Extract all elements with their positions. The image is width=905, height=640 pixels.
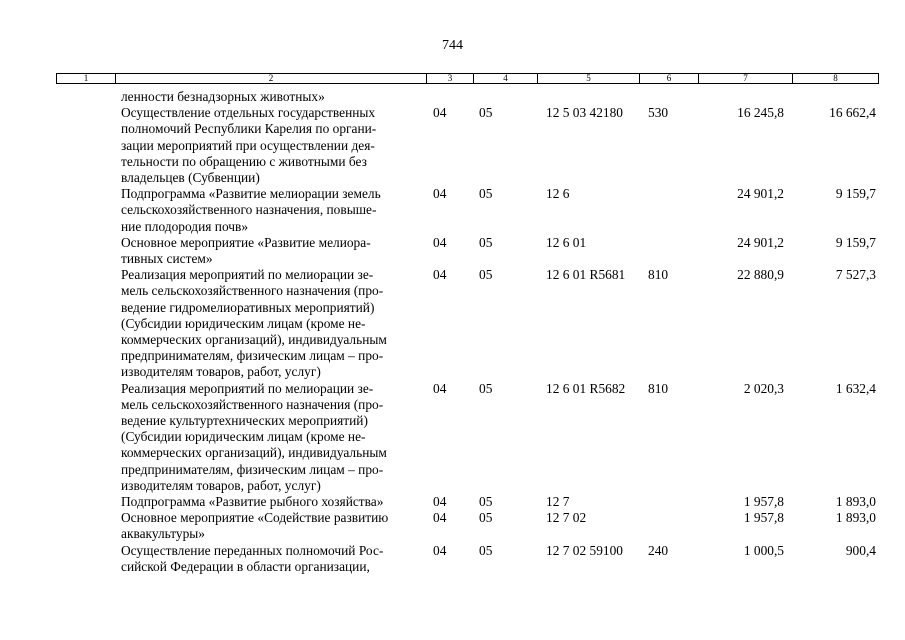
row-section: 04: [433, 510, 447, 526]
row-name-line: Осуществление переданных полномочий Рос-: [121, 542, 384, 558]
row-name-line: полномочий Республики Карелия по органи-: [121, 121, 377, 137]
row-subsection: 05: [479, 267, 493, 283]
row-name-line: тивных систем»: [121, 250, 213, 266]
row-name-line: коммерческих организаций), индивидуальным: [121, 445, 387, 461]
row-name: [121, 105, 426, 186]
row-amount-2: 1 632,4: [835, 380, 876, 396]
row-subsection: 05: [479, 493, 493, 509]
row-name-line: коммерческих организаций), индивидуальным: [121, 331, 387, 347]
table-row: [0, 105, 905, 186]
table-row: [0, 235, 905, 267]
row-subsection: 05: [479, 542, 493, 558]
row-expense-type: 530: [648, 105, 669, 121]
row-subsection: 05: [479, 380, 493, 396]
row-name-line: Основное мероприятие «Развитие мелиора-: [121, 234, 371, 250]
row-name: [121, 235, 426, 267]
row-name: [121, 186, 426, 235]
row-name-line: ведение культуртехнических мероприятий): [121, 412, 368, 428]
table-row: [0, 89, 905, 105]
row-amount-2: 1 893,0: [835, 510, 876, 526]
row-section: 04: [433, 493, 447, 509]
row-name-line: мель сельскохозяйственного назначения (про-: [121, 396, 384, 412]
row-section: 04: [433, 105, 447, 121]
row-expense-type: 810: [648, 267, 669, 283]
row-amount-1: 16 245,8: [737, 105, 784, 121]
row-name-line: аквакультуры»: [121, 526, 205, 542]
header-col-7: 7: [743, 73, 748, 83]
header-col-3: 3: [447, 73, 453, 83]
header-col-5: 5: [586, 73, 591, 83]
row-name: [121, 494, 426, 510]
row-name-line: мель сельскохозяйственного назначения (про-: [121, 283, 384, 299]
row-name: [121, 89, 426, 105]
row-name-line: Реализация мероприятий по мелиорации зе-: [121, 267, 374, 283]
row-name-line: ведение гидромелиоративных мероприятий): [121, 299, 375, 315]
row-target-code: 12 6 01 R5682: [546, 380, 626, 396]
row-amount-2: 16 662,4: [829, 105, 876, 121]
row-name-line: предпринимателям, физическим лицам – про-: [121, 461, 384, 477]
row-amount-1: 1 957,8: [743, 510, 784, 526]
table-row: [0, 381, 905, 494]
row-amount-1: 2 020,3: [743, 380, 784, 396]
row-name: [121, 543, 426, 575]
row-amount-1: 24 901,2: [737, 234, 784, 250]
row-name-line: ленности безнадзорных животных»: [121, 89, 325, 104]
row-section: 04: [433, 234, 447, 250]
row-name-line: Реализация мероприятий по мелиорации зе-: [121, 380, 374, 396]
row-name-line: сийской Федерации в области организации,: [121, 558, 370, 574]
header-col-1: 1: [83, 73, 89, 83]
row-target-code: 12 6: [546, 186, 570, 202]
row-subsection: 05: [479, 510, 493, 526]
table-body: [0, 89, 905, 575]
row-name: [121, 381, 426, 494]
row-name-line: тельности по обращению с животными без: [121, 153, 367, 169]
row-target-code: 12 7 02 59100: [546, 542, 623, 558]
row-expense-type: 240: [648, 542, 669, 558]
row-name-line: Осуществление отдельных государственных: [121, 105, 376, 121]
table-header: [56, 73, 879, 84]
row-amount-1: 22 880,9: [737, 267, 784, 283]
row-section: 04: [433, 380, 447, 396]
row-name: [121, 510, 426, 542]
row-amount-2: 9 159,7: [835, 186, 876, 202]
row-amount-2: 1 893,0: [835, 493, 876, 509]
row-name-line: Основное мероприятие «Содействие развитию: [121, 510, 389, 526]
table-row: [0, 267, 905, 380]
table-row: [0, 186, 905, 235]
row-amount-1: 1 957,8: [743, 493, 784, 509]
header-col-6: 6: [666, 73, 672, 83]
row-name-line: изводителям товаров, работ, услуг): [121, 364, 321, 380]
header-col-8: 8: [833, 73, 838, 83]
header-col-4: 4: [503, 73, 508, 83]
row-target-code: 12 6 01: [546, 234, 587, 250]
row-amount-1: 24 901,2: [737, 186, 784, 202]
row-section: 04: [433, 186, 447, 202]
row-name-line: Подпрограмма «Развитие рыбного хозяйства»: [121, 493, 384, 509]
row-subsection: 05: [479, 186, 493, 202]
header-col-2: 2: [268, 73, 274, 83]
row-section: 04: [433, 267, 447, 283]
row-subsection: 05: [479, 234, 493, 250]
page-number: 744: [442, 38, 463, 53]
table-row: [0, 494, 905, 510]
row-name-line: ние плодородия почв»: [121, 218, 249, 234]
row-section: 04: [433, 542, 447, 558]
row-name-line: предпринимателям, физическим лицам – про-: [121, 348, 384, 364]
row-amount-2: 7 527,3: [835, 267, 876, 283]
row-target-code: 12 7 02: [546, 510, 587, 526]
row-name-line: сельскохозяйственного назначения, повыше-: [121, 202, 377, 218]
row-target-code: 12 7: [546, 493, 570, 509]
row-name-line: (Субсидии юридическим лицам (кроме не-: [121, 315, 366, 331]
row-amount-2: 9 159,7: [835, 234, 876, 250]
table-row: [0, 543, 905, 575]
row-expense-type: 810: [648, 380, 669, 396]
row-name-line: изводителям товаров, работ, услуг): [121, 477, 321, 493]
row-name-line: (Субсидии юридическим лицам (кроме не-: [121, 429, 366, 445]
row-name-line: Подпрограмма «Развитие мелиорации земель: [121, 186, 381, 202]
row-amount-1: 1 000,5: [743, 542, 784, 558]
row-name-line: зации мероприятий при осуществлении дея-: [121, 137, 375, 153]
row-target-code: 12 6 01 R5681: [546, 267, 626, 283]
row-name-line: владельцев (Субвенции): [121, 170, 260, 185]
table-row: [0, 510, 905, 542]
row-subsection: 05: [479, 105, 493, 121]
row-name: [121, 267, 426, 380]
row-amount-2: 900,4: [845, 542, 876, 558]
row-target-code: 12 5 03 42180: [546, 105, 623, 121]
